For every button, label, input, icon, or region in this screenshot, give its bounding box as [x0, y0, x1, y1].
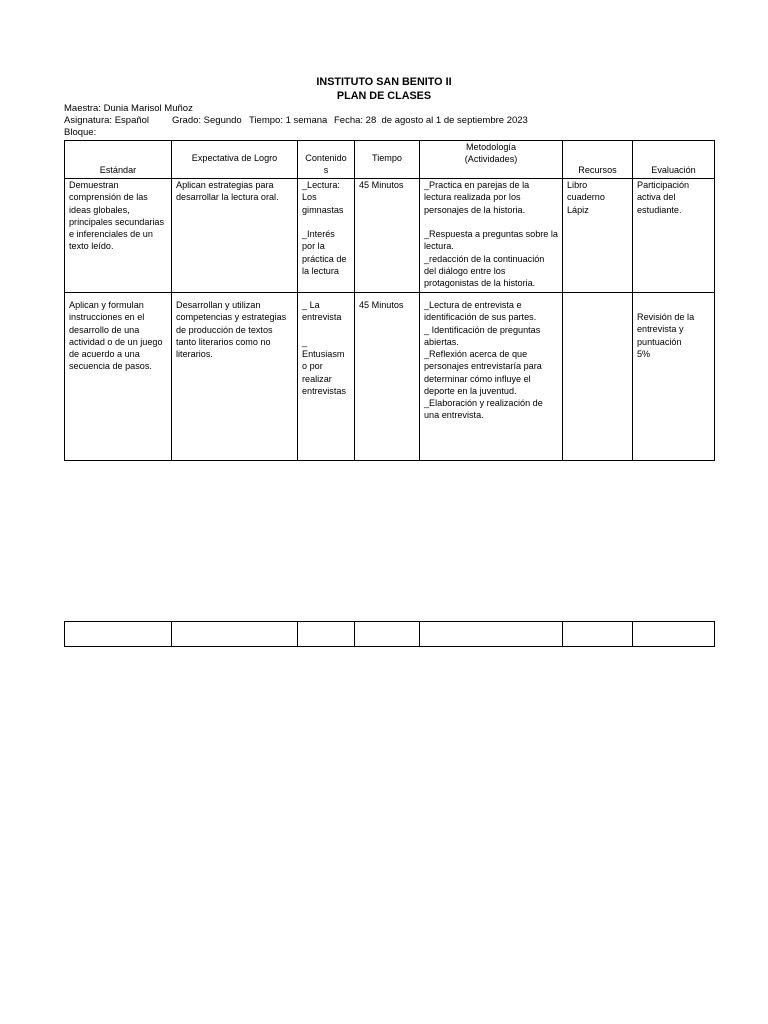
- header-tiempo: Tiempo: [355, 141, 420, 179]
- header-recursos: Recursos: [563, 141, 633, 179]
- empty-table: [64, 621, 715, 647]
- plan-title: PLAN DE CLASES: [336, 90, 432, 102]
- row2-evaluacion-cell: Revisión de la entrevista y puntuación 5%: [633, 293, 715, 461]
- duration: Tiempo: 1 semana: [249, 115, 328, 126]
- row1-estandar-cell: Demuestran comprensión de las ideas globales, principales secundarias e inferenciales de un texto leído.: [65, 179, 172, 293]
- row1-metodologia-cell: _Practica en parejas de la lectura realizada por los personajes de la historia. _Respuesta a preguntas sobre la lectura. _redacción de la continuación del diálogo entre los protagonistas de la historia.: [420, 179, 563, 293]
- empty-cell: [298, 622, 355, 647]
- subject: Asignatura: Español: [64, 115, 150, 126]
- date-range: Fecha: 28 de agosto al 1 de septiembre 2023: [334, 115, 528, 126]
- empty-cell: [172, 622, 298, 647]
- row1-contenidos-cell: _Lectura: Los gimnastas _Interés por la práctica de la lectura: [298, 179, 355, 293]
- header-metodologia: Metodología (Actividades): [420, 141, 563, 179]
- empty-cell: [355, 622, 420, 647]
- header-evaluacion: Evaluación: [633, 141, 715, 179]
- institution-title: INSTITUTO SAN BENITO II: [316, 76, 452, 88]
- teacher-name: Maestra: Dunia Marisol Muñoz: [64, 103, 193, 114]
- row2-estandar-cell: Aplican y formulan instrucciones en el desarrollo de una actividad o de un juego de acuerdo a una secuencia de pasos.: [65, 293, 172, 461]
- row2-metodologia-cell: _Lectura de entrevista e identificación de sus partes. _ Identificación de preguntas abiertas. _Reflexión acerca de que personajes entrevistaría para determinar cómo influye el deporte en la juventud. _Elaboración y realización de una entrevista.: [420, 293, 563, 461]
- row1-tiempo-cell: 45 Minutos: [355, 179, 420, 293]
- header-expectativa: Expectativa de Logro: [172, 141, 298, 179]
- grade: Grado: Segundo: [172, 115, 242, 126]
- row2-contenidos-cell: _ La entrevista _ Entusiasm o por realizar entrevistas: [298, 293, 355, 461]
- row1-recursos-cell: Libro cuaderno Lápiz: [563, 179, 633, 293]
- empty-cell: [563, 622, 633, 647]
- row1-evaluacion-cell: Participación activa del estudiante.: [633, 179, 715, 293]
- empty-cell: [65, 622, 172, 647]
- block-label: Bloque:: [64, 127, 97, 138]
- header-contenidos: Contenido s: [298, 141, 355, 179]
- empty-cell: [633, 622, 715, 647]
- row2-recursos-cell: [563, 293, 633, 461]
- lesson-plan-table: [64, 140, 715, 461]
- header-estandar: Estándar: [65, 141, 172, 179]
- row1-expectativa-cell: Aplican estrategias para desarrollar la lectura oral.: [172, 179, 298, 293]
- empty-cell: [420, 622, 563, 647]
- row2-expectativa-cell: Desarrollan y utilizan competencias y estrategias de producción de textos tanto literarios como no literarios.: [172, 293, 298, 461]
- row2-tiempo-cell: 45 Minutos: [355, 293, 420, 461]
